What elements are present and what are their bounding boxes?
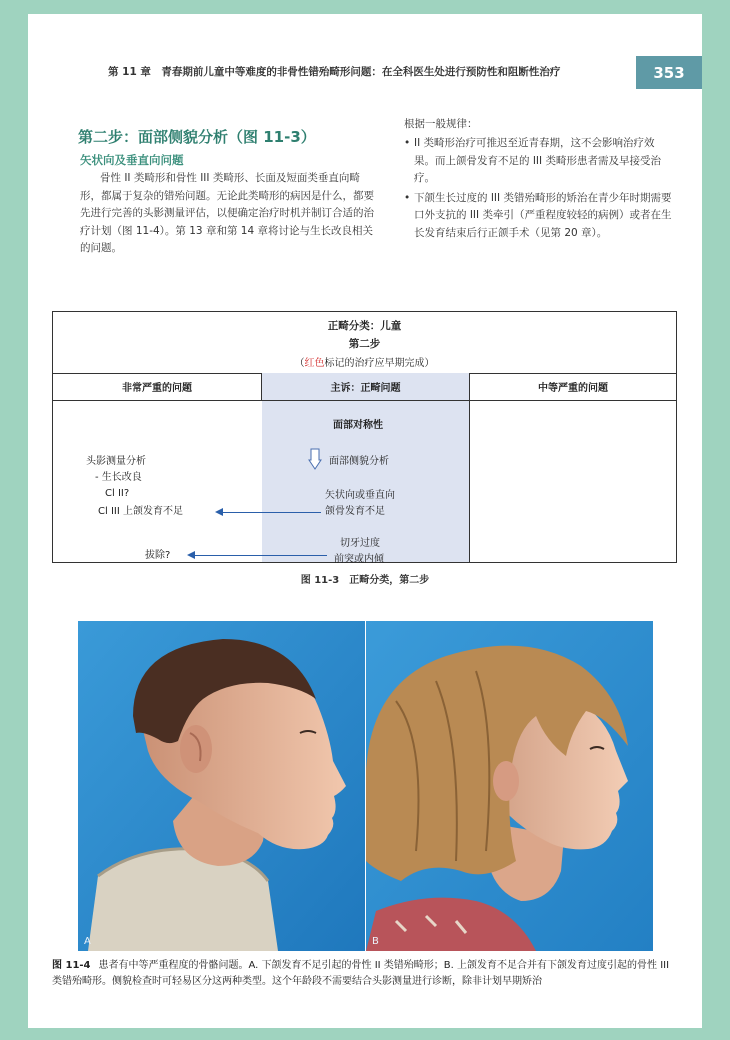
- photo-caption-text: 患者有中等严重程度的骨骼问题。A. 下颌发育不足引起的骨性 II 类错殆畸形；B. 上颌发育不足合并有下颌发育过度引起的骨性 III 类错殆畸形。侧貌检查时可轻易区分这两种类型。这个年龄段不需要结合头影测量进行诊断，除非计划早期矫治: [52, 960, 670, 987]
- note-prefix: （: [294, 358, 305, 369]
- rule-text: II 类畸形治疗可推迟至近青春期，这不会影响治疗效果。而上颌骨发育不足的 III 类畸形患者需及早接受治疗。: [414, 137, 661, 184]
- bullet-icon: •: [404, 191, 411, 204]
- photo-caption-label: 图 11-4: [52, 960, 91, 971]
- item-class-two: Cl II?: [105, 488, 130, 499]
- patient-photo-b: [366, 621, 653, 951]
- subheading: 矢状向及垂直向问题: [80, 153, 184, 167]
- item-protrusion: 前突或内倾: [334, 554, 384, 565]
- note-suffix: 标记的治疗应早期完成）: [324, 358, 435, 369]
- photo-label-a: A: [84, 936, 91, 947]
- item-facial-profile: 面部侧貌分析: [329, 456, 389, 467]
- table-header: [53, 312, 676, 374]
- photo-label-b: B: [372, 936, 379, 947]
- rule-item: [404, 135, 674, 188]
- chapter-header: 第 11 章 青春期前儿童中等难度的非骨性错殆畸形问题：在全科医生处进行预防性和阻断性治疗: [108, 66, 561, 78]
- table-note: [53, 354, 676, 369]
- body-paragraph: 骨性 II 类畸形和骨性 III 类畸形、长面及短面类垂直向畸形，都属于复杂的错殆问题。无论此类畸形的病因是什么，都要先进行完善的头影测量评估，以便确定治疗时机并制订合适的治疗计划（图 11-4）。第 13 章和第 14 章将讨论与生长改良相关的问题。: [80, 172, 374, 254]
- column-header-moderate: 中等严重的问题: [470, 373, 676, 401]
- item-sagittal-vertical: 矢状向或垂直向: [325, 490, 395, 501]
- arrow-left-icon: [215, 508, 223, 516]
- girl-profile-image: [366, 621, 653, 951]
- book-page: [28, 14, 702, 1028]
- rules-column: [404, 116, 674, 244]
- item-cephalometric: 头影测量分析: [86, 456, 146, 467]
- down-arrow-icon: [308, 448, 322, 470]
- arrow-line-incisor: [193, 555, 327, 556]
- table-title: 正畸分类：儿童: [327, 320, 402, 332]
- column-header-chief-complaint: 主诉：正畸问题: [262, 373, 470, 401]
- item-incisor-excess: 切牙过度: [340, 538, 380, 549]
- rule-text: 下颌生长过度的 III 类错殆畸形的矫治在青少年时期需要口外支抗的 III 类牵引（严重程度较轻的病例）或者在生长发育结束后行正颌手术（见第 20 章）。: [414, 191, 672, 239]
- item-facial-symmetry: 面部对称性: [333, 420, 383, 431]
- photo-caption: [52, 958, 682, 989]
- item-extraction: 拔除?: [145, 550, 171, 561]
- item-class-three-red: Cl III 上颌发育不足: [98, 506, 183, 517]
- arrow-left-icon: [187, 551, 195, 559]
- page-number-tab: 353: [636, 56, 702, 89]
- item-jaw-deficiency: 颌骨发育不足: [325, 506, 385, 517]
- rules-intro: 根据一般规律：: [404, 118, 478, 130]
- figure-caption: 图 11-3 正畸分类，第二步: [300, 575, 430, 586]
- note-red: 红色: [304, 358, 325, 369]
- column-header-severe: 非常严重的问题: [53, 373, 262, 401]
- table-step: 第二步: [348, 338, 381, 350]
- bullet-icon: •: [404, 137, 411, 149]
- patient-photo-a: [78, 621, 365, 951]
- rule-item: [404, 190, 674, 243]
- arrow-line-jaw: [221, 512, 321, 513]
- section-title: 第二步：面部侧貌分析（图 11-3）: [78, 128, 316, 146]
- boy-profile-image: [78, 621, 365, 951]
- classification-table: [52, 311, 677, 563]
- item-growth-modification: - 生长改良: [95, 472, 142, 483]
